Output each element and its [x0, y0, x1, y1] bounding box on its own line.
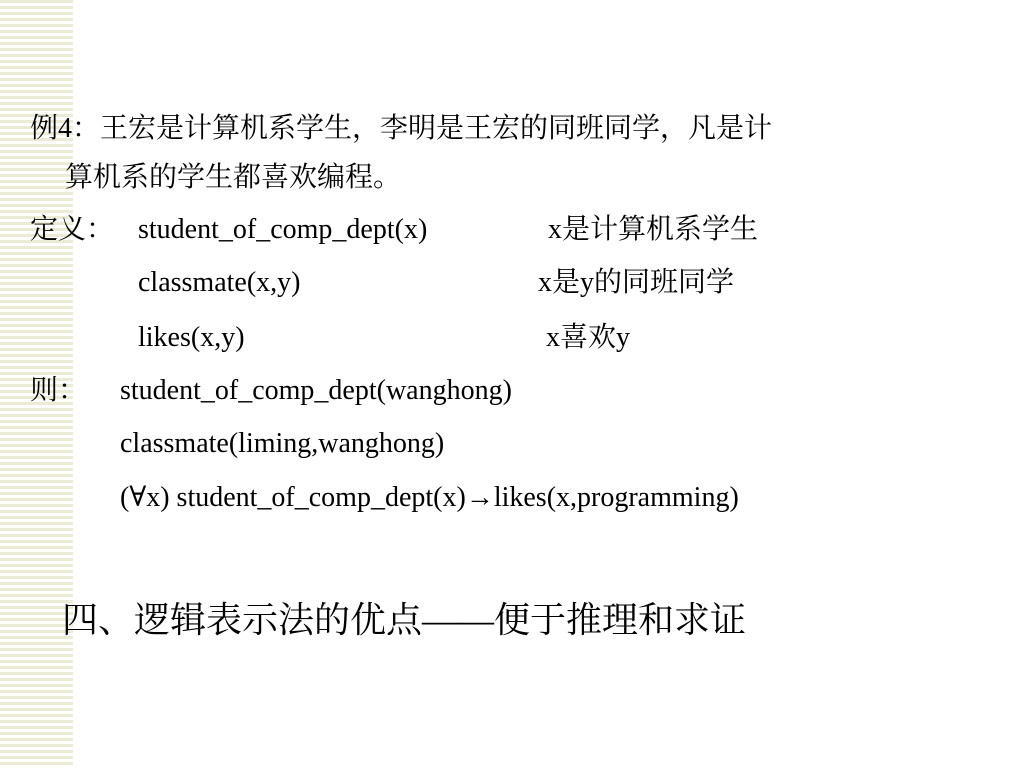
example-line-2: 算机系的学生都喜欢编程。: [65, 162, 402, 193]
definition-predicate-3: likes(x,y): [138, 322, 245, 353]
conclusion-formula-2: classmate(liming,wanghong): [120, 428, 445, 459]
conclusion-prefix: 则：: [30, 375, 87, 406]
definition-prefix: 定义：: [30, 214, 115, 245]
conclusion-formula-3: (∀x) student_of_comp_dept(x)→likes(x,programming): [120, 482, 739, 513]
definition-meaning-2: x是y的同班同学: [538, 267, 735, 298]
definition-meaning-1: x是计算机系学生: [548, 214, 759, 245]
section-heading: 四、逻辑表示法的优点——便于推理和求证: [62, 600, 747, 640]
example-line-1: 例4：王宏是计算机系学生，李明是王宏的同班同学，凡是计: [30, 113, 773, 144]
definition-predicate-2: classmate(x,y): [138, 267, 301, 298]
definition-meaning-3: x喜欢y: [546, 322, 631, 353]
definition-predicate-1: student_of_comp_dept(x): [138, 214, 428, 245]
conclusion-formula-1: student_of_comp_dept(wanghong): [120, 375, 512, 406]
